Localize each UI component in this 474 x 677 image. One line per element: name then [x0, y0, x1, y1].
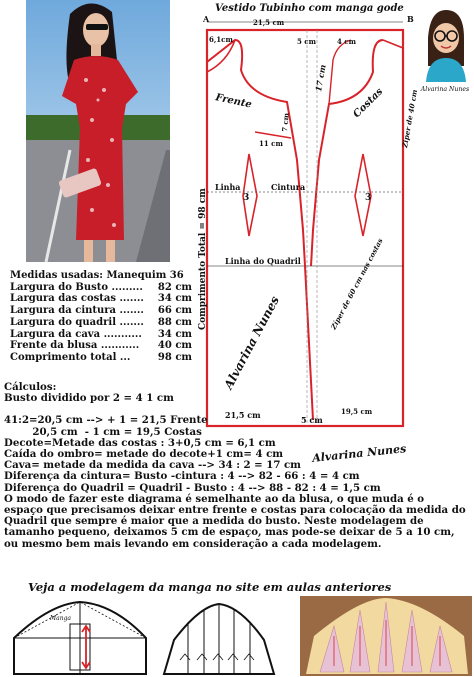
corner-b: B	[407, 14, 414, 24]
corner-a: A	[203, 14, 210, 24]
neck-front-label: 6,1cm	[209, 35, 233, 44]
dart-3-left: 3	[243, 193, 250, 203]
watermark: Alvarina Nunes	[221, 293, 282, 392]
linha-label: Linha	[215, 182, 241, 192]
cava-label: 17 cm	[313, 63, 328, 93]
sleeve-paper-photo	[300, 596, 472, 676]
measure-row: Largura do Busto ......... 82 cm	[10, 281, 192, 293]
shoulder-drop-label: 4 cm	[337, 37, 356, 46]
measure-row: Largura da cintura ....... 66 cm	[10, 305, 192, 317]
bottom-mid-label: 5 cm	[301, 415, 323, 425]
measure-row: Frente da blusa ........... 40 cm	[10, 340, 192, 352]
front-label: Frente	[214, 92, 253, 111]
logo-avatar	[418, 4, 472, 94]
calc-line: Busto dividido por 2 = 4 1 cm	[4, 392, 174, 405]
model-photo	[26, 0, 170, 262]
measure-row: Comprimento total ... 98 cm	[10, 351, 192, 363]
pattern-title: Vestido Tubinho com manga gode	[215, 3, 404, 14]
calc-line: Diferença da cintura= Busto -cintura : 4 --> 82 - 66 : 4 = 4 cm	[4, 470, 360, 483]
top-width-label: 21,5 cm	[253, 18, 285, 27]
calc-line: 20,5 cm - 1 cm = 19,5 Costas	[4, 425, 202, 438]
seven-label: 7 cm	[280, 112, 291, 133]
measure-row: Largura do quadril ....... 88 cm	[10, 316, 192, 328]
zipper-bottom-label: Zíper de 60 cm nas costas	[328, 236, 385, 331]
measures-block	[10, 270, 192, 364]
total-length-label: Comprimento Total = 98 cm	[198, 188, 208, 330]
calc-line: 41:2=20,5 cm --> + 1 = 21,5 Frente	[4, 414, 208, 427]
bottom-left-label: 21,5 cm	[225, 410, 261, 420]
zipper-top-label: Ziper de 40 cm	[400, 88, 420, 149]
calc-heading: Cálculos:	[4, 381, 57, 393]
dress-pattern-diagram	[195, 0, 420, 440]
sleeve-note: Veja a modelagem da manga no site em aulas anteriores	[28, 580, 392, 594]
explanation-paragraph: O modo de fazer este diagrama é semelhante ao da blusa, o que muda é o espaço que precisamos deixar entre frente e costas para colocação da medida do Quadril que sempre é maior que a medida do busto. Neste modelagem de tamanho pequeno, deixamos 5 cm de espaço, mas pode-se deixar de 5 a 10 cm, ou mesmo bem mais levando em consideração a cada modelagem.	[4, 492, 466, 550]
measure-row: Largura das costas ....... 34 cm	[10, 293, 192, 305]
calc-line: Diferença do Quadril = Quadril - Busto : 4 --> 88 - 82 : 4 = 1,5 cm	[4, 481, 381, 494]
bottom-right-label: 19,5 cm	[341, 407, 373, 416]
cintura-label: Cintura	[271, 182, 306, 192]
measures-heading: Medidas usadas: Manequim 36	[10, 270, 184, 281]
sleeve-slash-drawing	[160, 600, 278, 676]
signature: Alvarina Nunes	[311, 442, 407, 465]
back-label: Costas	[351, 86, 386, 121]
measure-row: Largura da cava ........... 34 cm	[10, 328, 192, 340]
calc-line: Cava= metade da medida da cava --> 34 : 2 = 17 cm	[4, 459, 301, 472]
dart-3-right: 3	[365, 193, 372, 203]
calc-line: Decote=Metade das costas : 3+0,5 cm = 6,1 cm	[4, 436, 276, 449]
logo-name: Alvarina Nunes	[420, 86, 470, 93]
linha-quadril-label: Linha do Quadril	[225, 256, 301, 266]
sleeve-pattern-drawing	[10, 596, 150, 676]
calculations-block	[4, 382, 466, 550]
neck-back-label: 5 cm	[297, 37, 316, 46]
eleven-label: 11 cm	[259, 139, 283, 148]
sleeve-label: Manga	[50, 615, 72, 622]
calc-line: Caída do ombro= metade do decote+1 cm= 4 cm	[4, 448, 284, 461]
